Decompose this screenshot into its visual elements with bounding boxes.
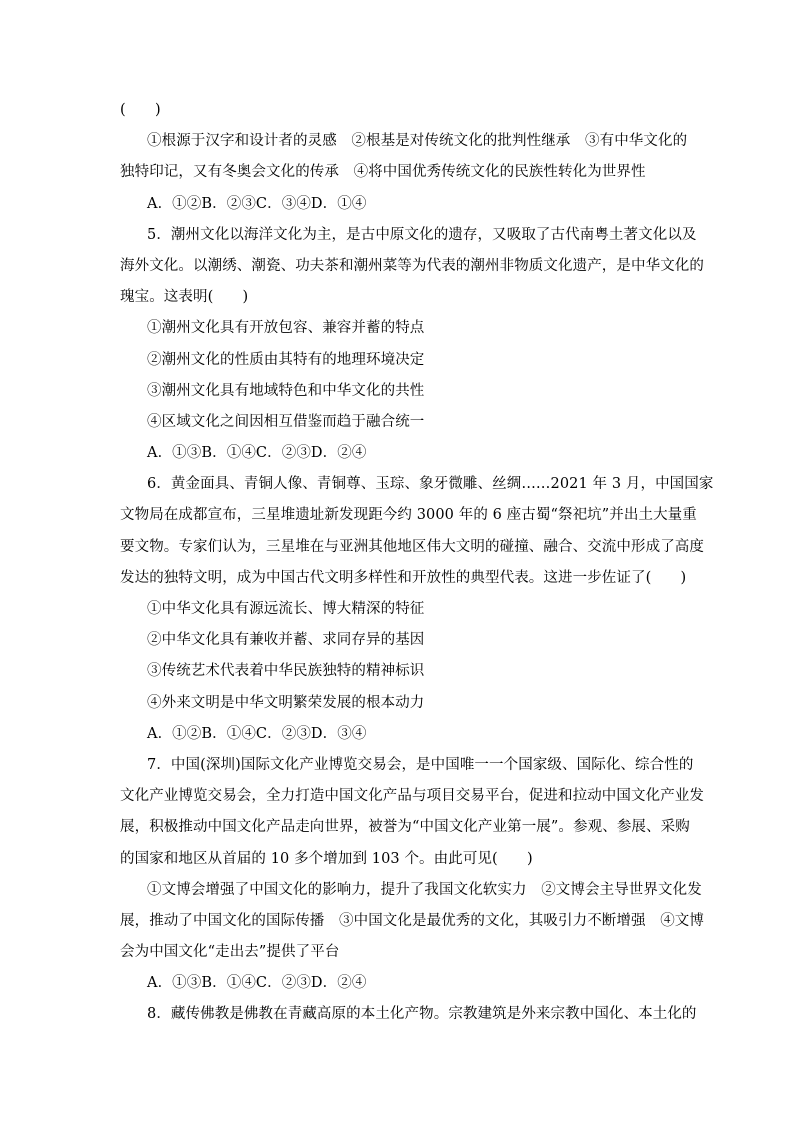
q8-stem-line-1: 8．藏传佛教是佛教在青藏高原的本土化产物。宗教建筑是外来宗教中国化、本土化的 bbox=[147, 1006, 697, 1023]
q7-statement-line-2: 展，推动了中国文化的国际传播 ③中国文化是最优秀的文化，其吸引力不断增强 ④文博 bbox=[120, 912, 704, 929]
q5-stem-line-3: 瑰宝。这表明( ) bbox=[120, 289, 249, 306]
page-content bbox=[120, 95, 714, 1031]
q7-stem-line-1: 7．中国(深圳)国际文化产业博览交易会，是中国唯一一个国家级、国际化、综合性的 bbox=[147, 756, 694, 773]
q7-statement-line-1: ①文博会增强了中国文化的影响力，提升了我国文化软实力 ②文博会主导世界文化发 bbox=[147, 881, 702, 898]
q5-statement-2: ②潮州文化的性质由其特有的地理环境决定 bbox=[147, 351, 425, 368]
q5-statement-3: ③潮州文化具有地域特色和中华文化的共性 bbox=[147, 382, 425, 399]
q7-stem-line-4: 的国家和地区从首届的 10 多个增加到 103 个。由此可见( ) bbox=[120, 850, 533, 867]
q7-options: A．①③B．①④C．②③D．②④ bbox=[147, 975, 367, 992]
q7-stem-line-2: 文化产业博览交易会，全力打造中国文化产品与项目交易平台，促进和拉动中国文化产业发 bbox=[120, 788, 704, 805]
q4-options: A．①②B．②③C．③④D．①④ bbox=[147, 195, 367, 212]
q6-statement-1: ①中华文化具有源远流长、博大精深的特征 bbox=[147, 601, 425, 617]
q5-options: A．①③B．①④C．②③D．②④ bbox=[147, 445, 367, 462]
q6-options: A．①②B．①④C．②③D．③④ bbox=[147, 725, 367, 742]
q5-statement-4: ④区域文化之间因相互借鉴而趋于融合统一 bbox=[147, 413, 425, 430]
q7-stem-line-3: 展，积极推动中国文化产品走向世界，被誉为“中国文化产业第一展”。参观、参展、采购 bbox=[120, 819, 690, 836]
q6-stem-line-1: 6．黄金面具、青铜人像、青铜尊、玉琮、象牙微雕、丝绸……2021 年 3 月，中国国家 bbox=[147, 476, 714, 493]
q4-bracket: ( ) bbox=[120, 102, 161, 118]
q6-stem-line-3: 要文物。专家们认为，三星堆在与亚洲其他地区伟大文明的碰撞、融合、交流中形成了高度 bbox=[120, 538, 704, 555]
q6-stem-line-2: 文物局在成都宣布，三星堆遗址新发现距今约 3000 年的 6 座古蜀“祭祀坑”并出土大量重 bbox=[120, 507, 697, 524]
q5-statement-1: ①潮州文化具有开放包容、兼容并蓄的特点 bbox=[147, 320, 425, 337]
q6-statement-3: ③传统艺术代表着中华民族独特的精神标识 bbox=[147, 663, 425, 680]
q6-statement-2: ②中华文化具有兼收并蓄、求同存异的基因 bbox=[147, 632, 425, 649]
q6-statement-4: ④外来文明是中华文明繁荣发展的根本动力 bbox=[147, 694, 425, 711]
q4-statement-line-1: ①根源于汉字和设计者的灵感 ②根基是对传统文化的批判性继承 ③有中华文化的 bbox=[147, 133, 688, 150]
q6-stem-line-4: 发达的独特文明，成为中国古代文明多样性和开放性的典型代表。这进一步佐证了( ) bbox=[120, 569, 687, 586]
q7-statement-line-3: 会为中国文化“走出去”提供了平台 bbox=[120, 944, 340, 961]
q4-statement-line-2: 独特印记，又有冬奥会文化的传承 ④将中国优秀传统文化的民族性转化为世界性 bbox=[120, 164, 646, 181]
q5-stem-line-2: 海外文化。以潮绣、潮瓷、功夫茶和潮州菜等为代表的潮州非物质文化遗产，是中华文化的 bbox=[120, 257, 704, 274]
q5-stem-line-1: 5．潮州文化以海洋文化为主，是古中原文化的遗存，又吸取了古代南粤土著文化以及 bbox=[147, 226, 697, 243]
